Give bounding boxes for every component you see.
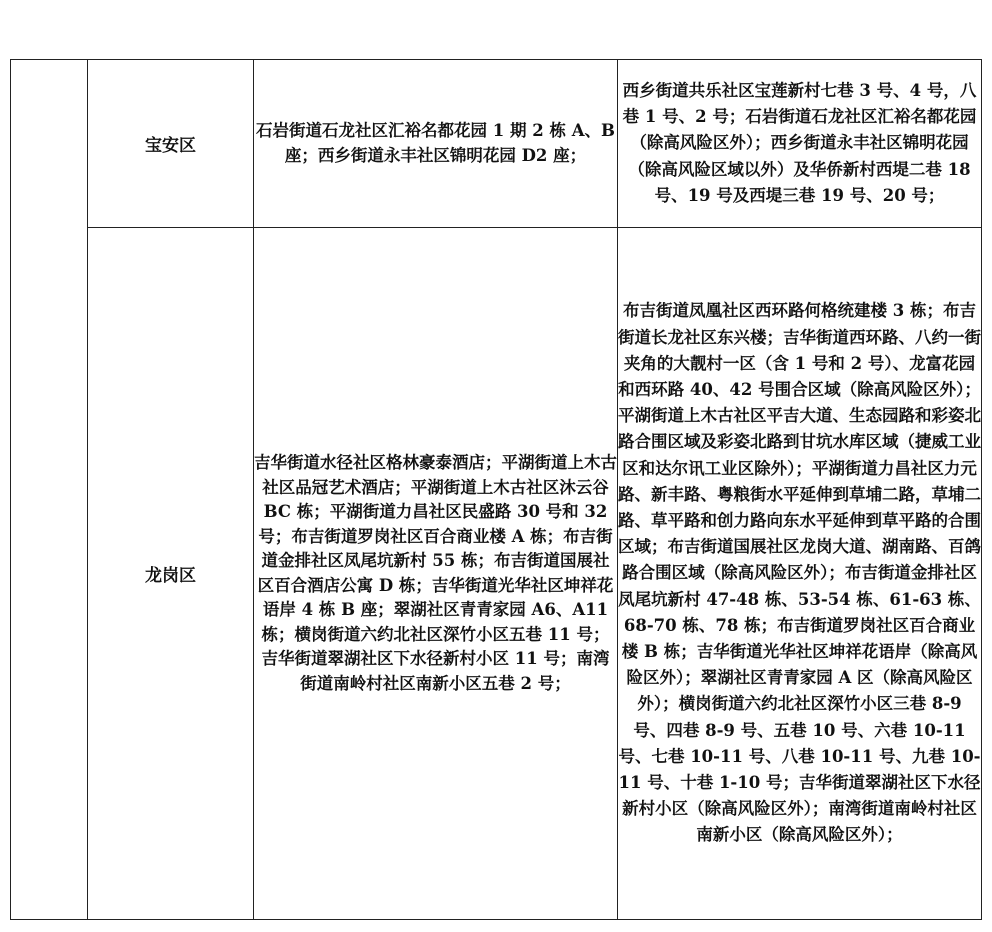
table-row [11,228,982,920]
low-risk-cell [618,60,982,228]
table-row [11,60,982,228]
medium-risk-cell [254,60,621,228]
district-name: 宝安区 [145,136,196,156]
risk-area-table [10,59,982,920]
district-name: 龙岗区 [145,566,196,586]
blank-index-cell [11,60,88,920]
district-cell [88,228,254,920]
low-risk-text: 西乡街道共乐社区宝莲新村七巷 3 号、4 号，八巷 1 号、2 号；石岩街道石龙社区汇裕名都花园（除高风险区外）；西乡街道永丰社区锦明花园（除高风险区域以外）及华侨新村西堤二巷 18 号、19 号及西堤三巷 19 号、20 号； [622,80,977,205]
medium-risk-text: 吉华街道水径社区格林豪泰酒店；平湖街道上木古社区品冠艺术酒店；平湖街道上木古社区沐云谷 BC 栋；平湖街道力昌社区民盛路 30 号和 32 号；布吉街道罗岗社区百合商业楼 A 栋；布吉街道金排社区凤尾坑新村 55 栋；布吉街道国展社区百合酒店公寓 D 栋；吉华街道光华社区坤祥花语岸 4 栋 B 座；翠湖社区青青家园 A6、A11 栋；横岗街道六约北社区深竹小区五巷 11 号；吉华街道翠湖社区下水径新村小区 11 号；南湾街道南岭村社区南新小区五巷 2 号； [254,453,617,693]
district-cell [88,60,254,228]
low-risk-text: 布吉街道凤凰社区西环路何格统建楼 3 栋；布吉街道长龙社区东兴楼；吉华街道西环路、八约一街夹角的大靓村一区（含 1 号和 2 号）、龙富花园和西环路 40、42 号围合区域（除高风险区外）；平湖街道上木古社区平吉大道、生态园路和彩姿北路合围区域及彩姿北路到甘坑水库区域（捷威工业区和达尔讯工业区除外）；平湖街道力昌社区力元路、新丰路、粤粮街水平延伸到草埔二路，草埔二路、草平路和创力路向东水平延伸到草平路的合围区域；布吉街道国展社区龙岗大道、湖南路、百鸽路合围区域（除高风险区外）；布吉街道金排社区凤尾坑新村 47-48 栋、53-54 栋、61-63 栋、68-70 栋、78 栋；布吉街道罗岗社区百合商业楼 B 栋；吉华街道光华社区坤祥花语岸（除高风险区外）；翠湖社区青青家园 A 区（除高风险区外）；横岗街道六约北社区深竹小区三巷 8-9 号、四巷 8-9 号、五巷 10 号、六巷 10-11 号、七巷 10-11 号、八巷 10-11 号、九巷 10-11 号、十巷 1-10 号；吉华街道翠湖社区下水径新村小区（除高风险区外）；南湾街道南岭村社区南新小区（除高风险区外）； [618,301,981,845]
medium-risk-text: 石岩街道石龙社区汇裕名都花园 1 期 2 栋 A、B 座；西乡街道永丰社区锦明花园 D2 座； [256,121,621,165]
low-risk-cell [618,228,982,920]
medium-risk-cell [254,228,618,920]
